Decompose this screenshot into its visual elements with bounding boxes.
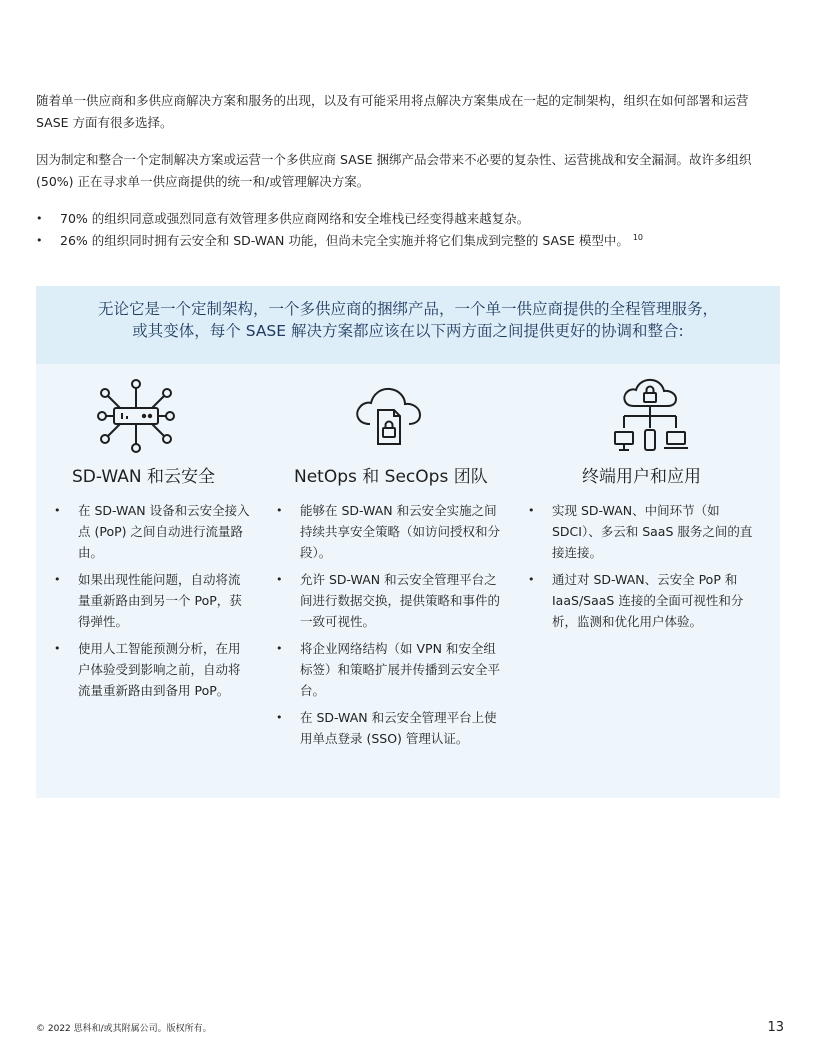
bullet-icon: • xyxy=(276,711,283,724)
bullet-icon: • xyxy=(276,504,283,517)
list-item-text: 在 SD-WAN 设备和云安全接入点 (PoP) 之间自动进行流量路由。 xyxy=(78,503,250,560)
intro-paragraph-2: 因为制定和整合一个定制解决方案或运营一个多供应商 SASE 捆绑产品会带来不必要的复杂性、运营挑战和安全漏洞。故许多组织 (50%) 正在寻求单一供应商提供的统一和/或管理解决方案。 xyxy=(36,152,752,189)
bullet-icon: • xyxy=(54,573,61,586)
list-item xyxy=(528,569,760,632)
column-list xyxy=(54,500,250,707)
cloud-lock-devices-icon xyxy=(610,378,690,456)
list-item xyxy=(54,569,250,632)
list-item-text: 通过对 SD-WAN、云安全 PoP 和 IaaS/SaaS 连接的全面可视性和分析，监测和优化用户体验。 xyxy=(552,572,744,629)
column-list xyxy=(276,500,508,755)
list-item-text: 使用人工智能预测分析，在用户体验受到影响之前，自动将流量重新路由到备用 PoP。 xyxy=(78,641,241,698)
intro-paragraph-1: 随着单一供应商和多供应商解决方案和服务的出现，以及有可能采用将点解决方案集成在一起的定制架构，组织在如何部署和运营 SASE 方面有很多选择。 xyxy=(36,93,749,130)
bullet-icon: • xyxy=(54,504,61,517)
bullet-icon: • xyxy=(528,504,535,517)
column-title: 终端用户和应用 xyxy=(582,467,701,487)
list-item-text: 将企业网络结构（如 VPN 和安全组标签）和策略扩展并传播到云安全平台。 xyxy=(300,641,501,698)
bullet-icon: • xyxy=(36,212,43,225)
list-item xyxy=(276,569,508,632)
column-list xyxy=(528,500,760,638)
cloud-secure-document-icon xyxy=(348,378,428,456)
footnote-reference: 10 xyxy=(632,232,644,242)
bullet-icon: • xyxy=(36,234,43,247)
stat-text: 70% 的组织同意或强烈同意有效管理多供应商网络和安全堆栈已经变得越来越复杂。 xyxy=(60,211,530,226)
callout-line-2: 或其变体，每个 SASE 解决方案都应该在以下两方面之间提供更好的协调和整合: xyxy=(132,322,684,340)
callout-header xyxy=(36,286,780,364)
list-item xyxy=(276,500,508,563)
list-item xyxy=(276,707,508,749)
callout-line-1: 无论它是一个定制架构，一个多供应商的捆绑产品，一个单一供应商提供的全程管理服务， xyxy=(97,300,718,318)
copyright-notice: © 2022 思科和/或其附属公司。版权所有。 xyxy=(36,1024,212,1034)
list-item xyxy=(54,500,250,563)
network-router-icon xyxy=(96,378,176,456)
column-title: NetOps 和 SecOps 团队 xyxy=(294,467,488,487)
list-item-text: 在 SD-WAN 和云安全管理平台上使用单点登录 (SSO) 管理认证。 xyxy=(300,710,497,746)
list-item xyxy=(54,638,250,701)
column-title: SD-WAN 和云安全 xyxy=(72,467,215,487)
page-number: 13 xyxy=(767,1020,784,1035)
callout-box xyxy=(36,286,780,798)
list-item xyxy=(276,638,508,701)
bullet-icon: • xyxy=(276,573,283,586)
list-item-text: 如果出现性能问题，自动将流量重新路由到另一个 PoP，获得弹性。 xyxy=(78,572,242,629)
bullet-icon: • xyxy=(54,642,61,655)
stats-list xyxy=(36,208,780,252)
list-item-text: 实现 SD-WAN、中间环节（如 SDCI）、多云和 SaaS 服务之间的直接连接。 xyxy=(552,503,753,560)
bullet-icon: • xyxy=(528,573,535,586)
stat-item xyxy=(36,208,780,230)
stat-text: 26% 的组织同时拥有云安全和 SD-WAN 功能，但尚未完全实施并将它们集成到完整的 SASE 模型中。 xyxy=(60,233,629,248)
stat-item xyxy=(36,230,780,252)
list-item-text: 能够在 SD-WAN 和云安全实施之间持续共享安全策略（如访问授权和分段）。 xyxy=(300,503,501,560)
bullet-icon: • xyxy=(276,642,283,655)
list-item-text: 允许 SD-WAN 和云安全管理平台之间进行数据交换，提供策略和事件的一致可视性。 xyxy=(300,572,501,629)
list-item xyxy=(528,500,760,563)
